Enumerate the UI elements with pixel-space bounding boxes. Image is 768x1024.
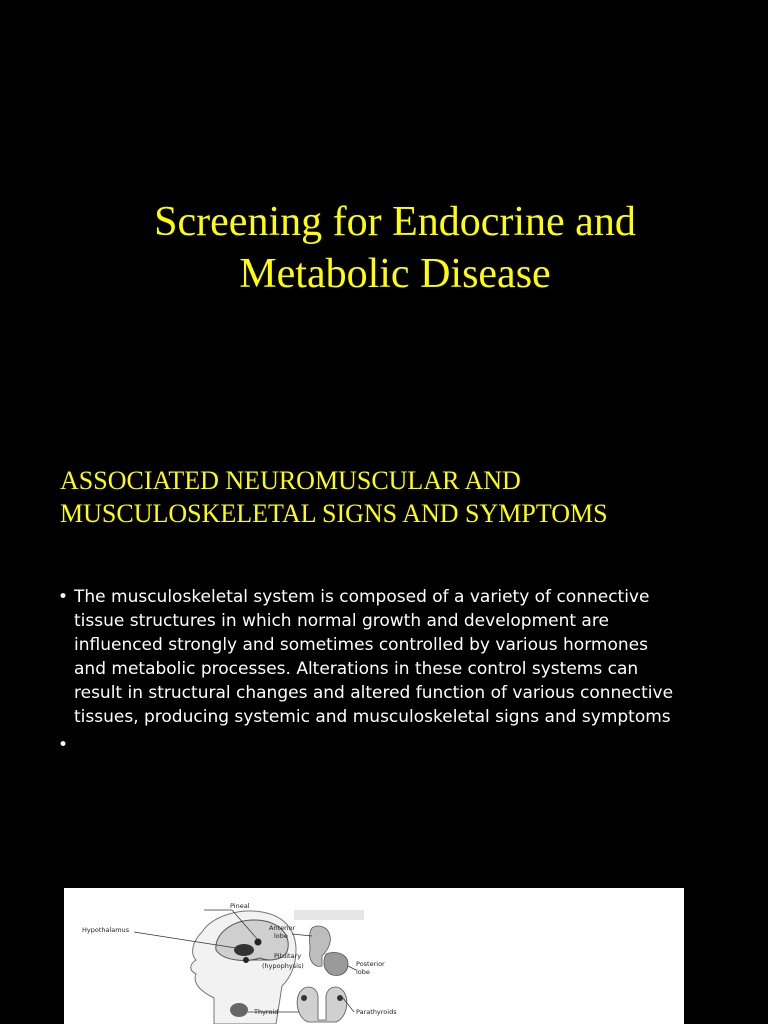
label-anterior-lobe-2: lobe xyxy=(274,932,288,940)
slide-title xyxy=(60,196,730,300)
posterior-lobe-shape xyxy=(324,952,348,975)
bullet-item-empty xyxy=(58,733,748,757)
bullet-text-line: tissue structures in which normal growth and development are xyxy=(74,611,609,631)
label-thyroid: Thyroid xyxy=(254,1008,279,1016)
slide-title-line-2: Metabolic Disease xyxy=(239,251,551,297)
label-pineal: Pineal xyxy=(230,902,250,910)
section-heading-line-1: ASSOCIATED NEUROMUSCULAR AND xyxy=(60,466,521,495)
label-parathyroids: Parathyroids xyxy=(356,1008,397,1016)
slide-title-line-1: Screening for Endocrine and xyxy=(154,199,636,245)
hypothalamus-shape xyxy=(234,944,254,956)
section-heading-line-2: MUSCULOSKELETAL SIGNS AND SYMPTOMS xyxy=(60,499,608,528)
label-hypothalamus: Hypothalamus xyxy=(82,926,130,934)
bullet-dot: • xyxy=(58,735,69,755)
section-heading xyxy=(60,464,740,530)
label-anterior-lobe-1: Anterior xyxy=(269,924,296,932)
parathyroid-gland xyxy=(301,995,307,1001)
bullet-text-line: tissues, producing systemic and musculoskeletal signs and symptoms xyxy=(74,707,671,727)
label-hypophysis: (hypophysis) xyxy=(262,962,304,970)
thyroid-enlarged-shape xyxy=(297,987,347,1022)
pituitary-shape xyxy=(243,957,249,963)
faint-text-block xyxy=(294,910,364,920)
bullet-dot: • xyxy=(58,587,69,607)
bullet-text-line: influenced strongly and sometimes controlled by various hormones xyxy=(74,635,648,655)
endocrine-diagram xyxy=(64,888,684,1024)
bullet-text-line: The musculoskeletal system is composed of a variety of connective xyxy=(74,587,650,607)
bullet-text-line: result in structural changes and altered function of various connective xyxy=(74,683,674,703)
bullet-text-line: and metabolic processes. Alterations in these control systems can xyxy=(74,659,639,679)
label-posterior-lobe-1: Posterior xyxy=(356,960,385,968)
label-pituitary: Pituitary xyxy=(274,952,302,960)
endocrine-diagram-illustration xyxy=(64,888,684,1024)
anterior-lobe-pointer xyxy=(292,934,312,936)
bullet-list xyxy=(58,585,748,757)
posterior-lobe-pointer xyxy=(348,966,356,970)
label-posterior-lobe-2: lobe xyxy=(356,968,370,976)
parathyroid-gland xyxy=(337,995,343,1001)
thyroid-shape xyxy=(230,1003,248,1017)
bullet-item xyxy=(58,585,748,729)
